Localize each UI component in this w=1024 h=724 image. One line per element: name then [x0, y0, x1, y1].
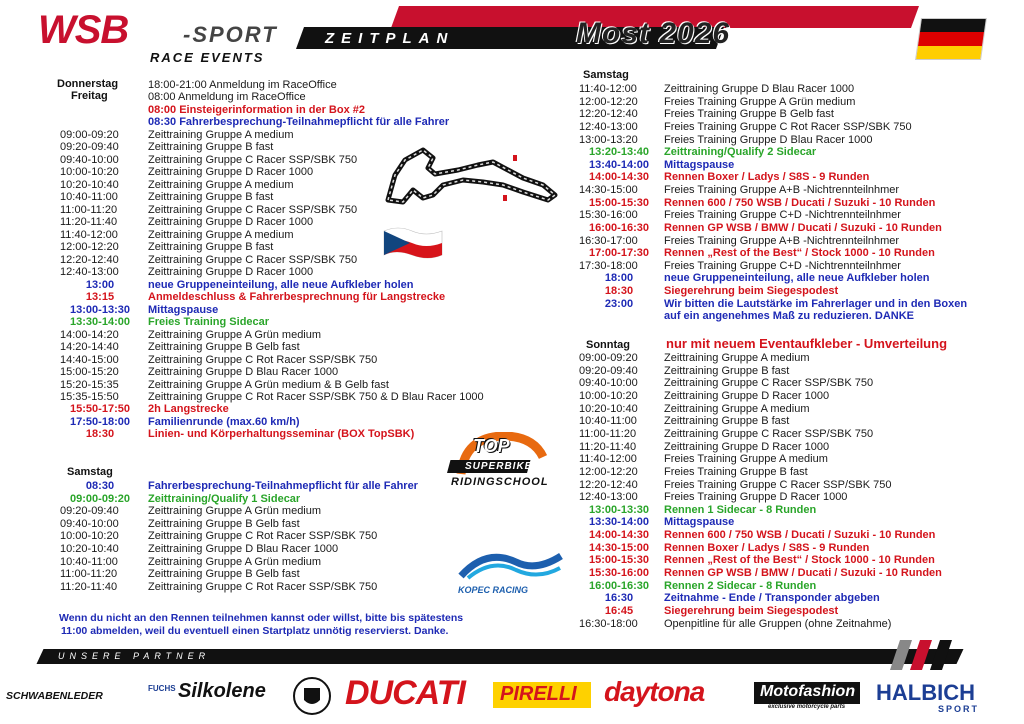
row-time: 16:45: [604, 605, 634, 617]
day-saturday-right: Samstag: [583, 69, 629, 81]
track-map-icon: [383, 140, 563, 210]
row-description: Freies Training Gruppe A Grün medium: [664, 95, 856, 108]
row-time: 13:00-13:20: [579, 133, 638, 146]
row-time: 09:00-09:20: [60, 128, 119, 141]
note-line-1: Wenn du nicht an den Rennen teilnehmen kannst oder willst, bitte bis spätestens: [59, 612, 464, 624]
row-time: 15:00-15:30: [589, 196, 649, 209]
row-time: 11:00-11:20: [60, 568, 118, 581]
row-description: Zeittraining/Qualify 1 Sidecar: [148, 492, 301, 505]
row-time: 15:00-15:30: [589, 554, 649, 567]
row-description: Rennen 600 / 750 WSB / Ducati / Suzuki - 10 Runden: [664, 196, 936, 209]
row-description: Zeittraining Gruppe C Rot Racer SSP/SBK 750: [148, 353, 378, 366]
row-time: 12:00-12:20: [579, 465, 638, 478]
row-description: Freies Training Gruppe B Gelb fast: [664, 108, 834, 121]
row-time: 08:30: [85, 480, 115, 492]
row-description: Siegerehrung beim Siegespodest: [664, 605, 839, 617]
row-time: 13:30-14:00: [589, 516, 649, 529]
row-time: 14:40-15:00: [60, 353, 119, 366]
row-description: Zeittraining Gruppe D Blau Racer 1000: [148, 543, 339, 555]
row-description: Wir bitten die Lautstärke im Fahrerlager und in den Boxen: [664, 297, 968, 310]
row-description: Zeittraining Gruppe B fast: [148, 141, 274, 154]
row-description: Freies Training Gruppe C Rot Racer SSP/SBK 750: [664, 120, 912, 133]
row-time: 10:00-10:20: [579, 389, 638, 402]
row-description: Zeittraining Gruppe A medium: [148, 178, 294, 191]
row-time: 10:40-11:00: [60, 191, 118, 204]
row-time: 16:30: [604, 592, 634, 605]
row-time: 14:00-14:30: [589, 171, 649, 184]
note-line-2: 11:00 abmelden, weil du eventuell einen Startplatz unnötig reservierst. Danke.: [61, 625, 449, 637]
ridingschool-text: RIDINGSCHOOL: [451, 476, 549, 488]
row-description: Zeittraining Gruppe B fast: [664, 364, 790, 377]
superbike-text: SUPERBIKE: [465, 461, 533, 472]
germany-flag-icon: [915, 18, 987, 60]
row-description: Zeittraining Gruppe A medium: [664, 402, 810, 415]
row-time: 10:20-10:40: [60, 178, 119, 191]
schwabenleder-logo: SCHWABENLEDER: [6, 690, 103, 702]
fuchs-logo: FUCHS: [148, 684, 176, 693]
row-description: Zeittraining Gruppe C Rot Racer SSP/SBK 750 & D Blau Racer 1000: [148, 391, 484, 403]
row-description: Rennen 1 Sidecar - 8 Runden: [664, 503, 817, 516]
row-time: 11:40-12:00: [579, 83, 637, 95]
row-time: 17:30-18:00: [579, 259, 638, 272]
row-description: Zeittraining Gruppe D Racer 1000: [148, 166, 314, 179]
motofashion-logo: Motofashion: [760, 683, 856, 700]
row-time: 17:00-17:30: [589, 247, 649, 260]
row-description: Zeittraining Gruppe B fast: [148, 191, 274, 204]
row-description: Freies Training Gruppe C+D -Nichtrennteilnhmer: [664, 259, 901, 272]
row-description: Zeittraining Gruppe D Racer 1000: [664, 440, 830, 453]
row-time: 09:20-09:40: [60, 141, 119, 154]
row-time: 11:40-12:00: [579, 453, 637, 466]
row-time: 11:20-11:40: [579, 440, 637, 453]
row-description: 2h Langstrecke: [148, 403, 229, 416]
row-time: 10:00-10:20: [60, 166, 119, 179]
row-description: Mittagspause: [148, 303, 219, 316]
row-description: Zeittraining Gruppe D Racer 1000: [148, 266, 314, 279]
row-time: 14:30-15:00: [589, 541, 649, 554]
row-description: Zeittraining/Qualify 2 Sidecar: [664, 146, 817, 159]
row-description: Zeittraining Gruppe A Grün medium: [148, 505, 322, 518]
row-time: 11:20-11:40: [60, 580, 118, 593]
row-description: Mittagspause: [664, 516, 735, 529]
row-description: Zeittraining Gruppe A Grün medium & B Gelb fast: [148, 378, 389, 391]
row-time: 14:00-14:20: [60, 328, 119, 341]
sunday-banner: nur mit neuem Eventaufkleber - Umverteilung: [666, 336, 948, 351]
top-text: TOP: [473, 436, 510, 456]
row-description: Fahrerbesprechung-Teilnahmepflicht für alle Fahrer: [148, 480, 418, 492]
row-description: 08:00 Einsteigerinformation in der Box #2: [148, 103, 366, 116]
row-description: Freies Training Gruppe C Racer SSP/SBK 750: [664, 478, 892, 491]
row-description: Freies Training Sidecar: [148, 316, 270, 329]
row-description: Rennen Boxer / Ladys / S8S - 9 Runden: [664, 541, 870, 554]
row-description: Zeittraining Gruppe A medium: [664, 352, 810, 364]
row-description: Zeittraining Gruppe B Gelb fast: [148, 568, 300, 581]
row-time: 13:15: [85, 291, 115, 304]
partner-label: UNSERE PARTNER: [58, 651, 211, 661]
kopec-text: KOPEC RACING: [458, 585, 529, 595]
pirelli-logo: PIRELLI: [500, 683, 577, 705]
row-time: 12:20-12:40: [579, 478, 638, 491]
row-time: 12:40-13:00: [60, 266, 119, 279]
row-time: 09:20-09:40: [579, 364, 638, 377]
row-description: Zeittraining Gruppe B fast: [148, 241, 274, 254]
shield-emblem-icon: [292, 676, 332, 716]
row-time: 13:40-14:00: [589, 158, 649, 171]
row-description: Zeittraining Gruppe D Blau Racer 1000: [148, 366, 339, 379]
partner-logos: [0, 672, 1024, 722]
row-time: 12:40-13:00: [579, 120, 638, 133]
row-time: 14:30-15:00: [579, 184, 638, 197]
row-time: 14:20-14:40: [60, 341, 119, 354]
halbich-logo: HALBICH: [876, 680, 975, 705]
logo-sport-text: -SPORT: [183, 22, 278, 47]
row-time: 15:50-17:50: [70, 403, 130, 416]
row-time: 11:40-12:00: [60, 228, 118, 241]
row-description: Zeittraining Gruppe C Racer SSP/SBK 750: [148, 253, 358, 266]
row-time: 13:00-13:30: [70, 303, 130, 316]
header: [0, 0, 1024, 75]
row-time: 09:00-09:20: [70, 492, 130, 505]
halbich-sport-logo: SPORT: [938, 704, 980, 714]
row-description: Zeittraining Gruppe C Racer SSP/SBK 750: [148, 203, 358, 216]
row-description: Zeittraining Gruppe C Rot Racer SSP/SBK 750: [148, 530, 378, 543]
row-description: Mittagspause: [664, 158, 735, 171]
row-description: Rennen 600 / 750 WSB / Ducati / Suzuki - 10 Runden: [664, 529, 936, 542]
section-title: ZEITPLAN: [325, 30, 455, 47]
row-time: 12:40-13:00: [579, 491, 638, 504]
row-description: Rennen GP WSB / BMW / Ducati / Suzuki - 10 Runden: [664, 221, 942, 234]
row-description: Zeittraining Gruppe D Racer 1000: [664, 389, 830, 402]
row-time: 16:30-17:00: [579, 234, 638, 247]
row-time: 10:40-11:00: [579, 415, 637, 428]
row-time: 15:20-15:35: [60, 378, 119, 391]
row-description: Freies Training Gruppe A+B -Nichtrennteilnhmer: [664, 234, 900, 247]
row-description: Zeittraining Gruppe D Blau Racer 1000: [664, 83, 855, 95]
decor-stripes: [880, 640, 990, 670]
row-description: Zeittraining Gruppe C Racer SSP/SBK 750: [664, 377, 874, 390]
row-description: Rennen GP WSB / BMW / Ducati / Suzuki - 10 Runden: [664, 567, 942, 580]
row-time: 13:30-14:00: [70, 316, 130, 329]
row-time: 10:20-10:40: [60, 543, 119, 555]
row-description: Rennen Boxer / Ladys / S8S - 9 Runden: [664, 171, 870, 184]
row-time: 11:20-11:40: [60, 216, 118, 229]
row-description: Freies Training Gruppe B fast: [664, 465, 808, 478]
row-description: Rennen 2 Sidecar - 8 Runden: [664, 579, 817, 592]
row-description: Freies Training Gruppe D Blau Racer 1000: [664, 133, 873, 146]
row-description: Anmeldeschluss & Fahrerbesprechnung für Langstrecke: [148, 291, 446, 304]
row-time: 12:20-12:40: [60, 253, 119, 266]
row-description: Zeittraining Gruppe D Racer 1000: [148, 216, 314, 229]
row-description: Zeittraining Gruppe B Gelb fast: [148, 341, 300, 354]
row-time: 11:00-11:20: [579, 427, 637, 440]
row-description: Zeittraining Gruppe C Racer SSP/SBK 750: [664, 427, 874, 440]
row-time: 10:20-10:40: [579, 402, 638, 415]
row-time: 17:50-18:00: [70, 415, 130, 428]
row-time: 13:00: [85, 278, 115, 291]
row-description: Zeittraining Gruppe A Grün medium: [148, 328, 322, 341]
row-time: 23:00: [604, 297, 634, 310]
row-description: 08:30 Fahrerbesprechung-Teilnahmepflicht für alle Fahrer: [148, 116, 450, 129]
row-time: 09:00-09:20: [579, 352, 638, 364]
row-time: 18:30: [604, 285, 634, 298]
row-description: Zeitnahme - Ende / Transponder abgeben: [664, 592, 880, 605]
row-description: Zeittraining Gruppe C Racer SSP/SBK 750: [148, 153, 358, 166]
row-time: 09:20-09:40: [60, 505, 119, 518]
row-description: 18:00-21:00 Anmeldung im RaceOffice: [148, 79, 337, 91]
row-time: 10:40-11:00: [60, 555, 118, 568]
motofashion-subtitle: exclusive motorcycle parts: [768, 704, 846, 710]
row-time: 16:00-16:30: [589, 579, 649, 592]
row-description: Freies Training Gruppe A medium: [664, 453, 828, 466]
row-time: 15:35-15:50: [60, 391, 119, 403]
row-time: 15:00-15:20: [60, 366, 119, 379]
row-time: 12:00-12:20: [579, 95, 638, 108]
row-description: Zeittraining Gruppe A medium: [148, 128, 294, 141]
row-time: 13:00-13:30: [589, 503, 649, 516]
row-time: 18:00: [604, 272, 634, 285]
row-description: Openpitline für alle Gruppen (ohne Zeitnahme): [664, 617, 892, 630]
row-description: Zeittraining Gruppe A medium: [148, 228, 294, 241]
row-time: 16:30-18:00: [579, 617, 638, 630]
day-sunday: Sonntag: [586, 339, 630, 351]
row-time: 09:40-10:00: [579, 377, 638, 390]
row-description: Zeittraining Gruppe B fast: [664, 415, 790, 428]
day-friday: Freitag: [71, 90, 108, 102]
day-saturday-left: Samstag: [67, 466, 113, 478]
row-description: Linien- und Körperhaltungsseminar (BOX TopSBK): [148, 428, 415, 441]
page-title: Most 2026: [576, 17, 731, 50]
row-description: Freies Training Gruppe A+B -Nichtrennteilnhmer: [664, 184, 900, 197]
row-time: 10:00-10:20: [60, 530, 119, 543]
row-time: 14:00-14:30: [589, 529, 649, 542]
row-description: Zeittraining Gruppe B Gelb fast: [148, 517, 300, 530]
row-description: neue Gruppeneinteilung, alle neue Aufkleber holen: [148, 278, 414, 291]
row-time: 13:20-13:40: [589, 146, 649, 159]
row-time: 12:00-12:20: [60, 241, 119, 254]
row-time: 09:40-10:00: [60, 517, 119, 530]
daytona-logo: daytona: [604, 676, 705, 707]
row-time: 18:30: [85, 428, 115, 441]
row-description: neue Gruppeneinteilung, alle neue Aufkleber holen: [664, 272, 930, 285]
row-description: Rennen „Rest of the Best“ / Stock 1000 - 10 Runden: [664, 247, 935, 260]
ducati-logo: DUCATI: [345, 674, 465, 712]
logo-race-events: RACE EVENTS: [150, 50, 265, 65]
row-description: Familienrunde (max.60 km/h): [148, 415, 300, 428]
row-description: 08:00 Anmeldung im RaceOffice: [148, 91, 306, 104]
row-time: 09:40-10:00: [60, 153, 119, 166]
row-description: Freies Training Gruppe D Racer 1000: [664, 491, 848, 504]
row-description: Freies Training Gruppe C+D -Nichtrennteilnhmer: [664, 209, 901, 222]
row-description: Zeittraining Gruppe A Grün medium: [148, 555, 322, 568]
day-thursday: Donnerstag: [57, 78, 119, 90]
row-description: Zeittraining Gruppe C Rot Racer SSP/SBK 750: [148, 580, 378, 593]
wsb-logo: WSB: [38, 8, 129, 52]
row-time: 15:30-16:00: [579, 209, 638, 222]
czech-flag-icon: [382, 225, 444, 261]
row-description: Rennen „Rest of the Best“ / Stock 1000 - 10 Runden: [664, 554, 935, 567]
row-description: auf ein angenehmes Maß zu reduzieren. DANKE: [664, 310, 914, 323]
row-time: 15:30-16:00: [589, 567, 649, 580]
row-time: 16:00-16:30: [589, 221, 649, 234]
row-time: 11:00-11:20: [60, 203, 118, 216]
row-description: Siegerehrung beim Siegespodest: [664, 285, 839, 298]
silkolene-logo: Silkolene: [178, 680, 266, 702]
row-time: 12:20-12:40: [579, 108, 638, 121]
